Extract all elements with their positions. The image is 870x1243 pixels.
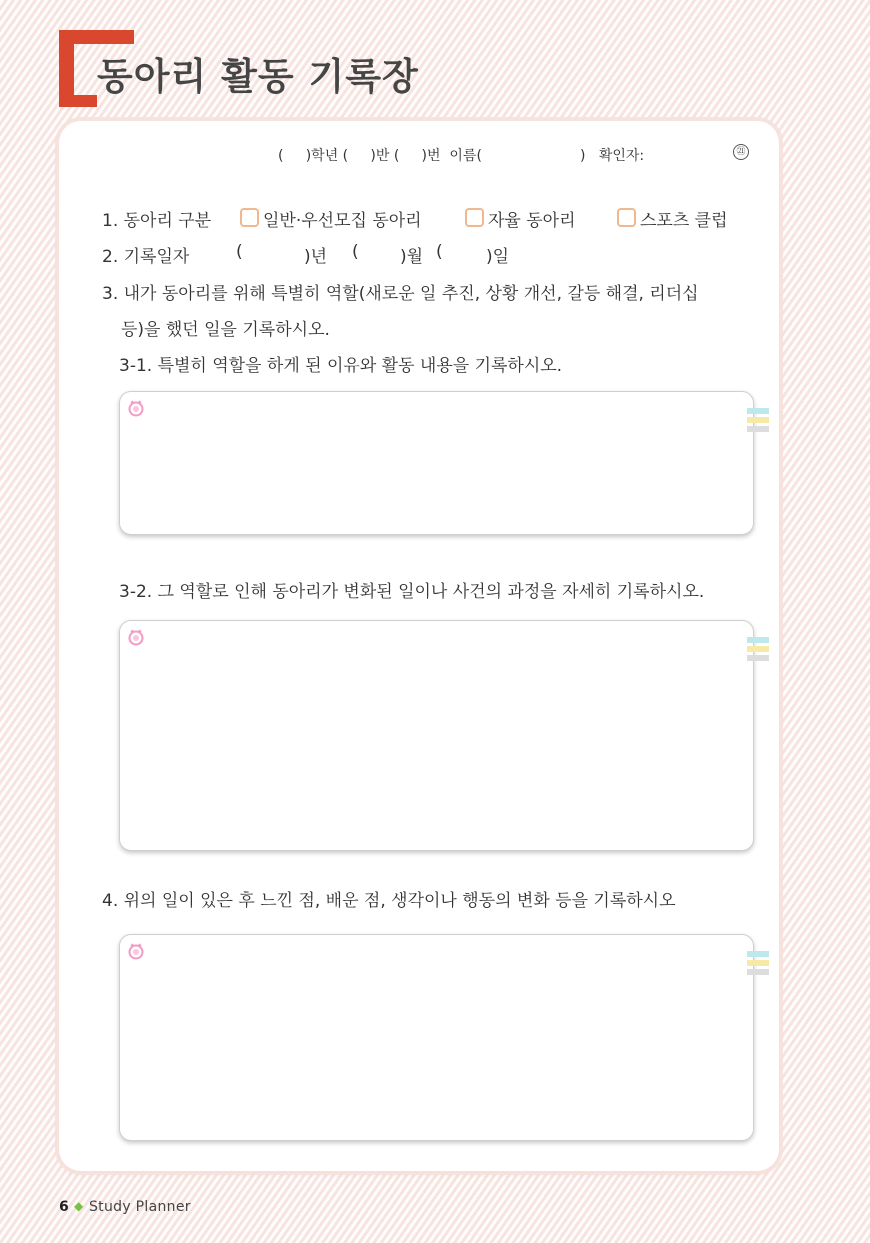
question-3-line-2: 등)을 했던 일을 기록하시오. xyxy=(121,320,330,340)
checkbox-sports-club[interactable] xyxy=(617,208,636,227)
record-date-label: 2. 기록일자 xyxy=(102,247,190,267)
tape-icon xyxy=(747,637,769,665)
answer-box-3-1[interactable] xyxy=(119,391,754,535)
page-title: 동아리 활동 기록장 xyxy=(97,55,419,98)
answer-box-4[interactable] xyxy=(119,934,754,1141)
seal-mark: ㉑ xyxy=(733,144,749,160)
question-3-line-1: 3. 내가 동아리를 위해 특별히 역할(새로운 일 추진, 상황 개선, 갈등 해결, 리더십 xyxy=(102,284,699,304)
day-label: )일 xyxy=(486,247,510,267)
diamond-icon: ◆ xyxy=(74,1199,84,1213)
year-label: )년 xyxy=(304,247,328,267)
question-3-2: 3-2. 그 역할로 인해 동아리가 변화된 일이나 사건의 과정을 자세히 기록하시오. xyxy=(119,582,705,602)
tape-icon xyxy=(747,951,769,979)
question-4: 4. 위의 일이 있은 후 느낀 점, 배운 점, 생각이나 행동의 변화 등을 기록하시오 xyxy=(102,891,676,911)
answer-box-3-2[interactable] xyxy=(119,620,754,851)
tape-icon xyxy=(747,408,769,436)
question-3-1: 3-1. 특별히 역할을 하게 된 이유와 활동 내용을 기록하시오. xyxy=(119,356,563,376)
clock-pin-icon xyxy=(127,942,145,960)
option-general-club: 일반·우선모집 동아리 xyxy=(263,211,422,231)
month-label: )월 xyxy=(400,247,424,267)
option-sports-club: 스포츠 클럽 xyxy=(640,211,728,231)
option-autonomous-club: 자율 동아리 xyxy=(488,211,576,231)
club-type-label: 1. 동아리 구분 xyxy=(102,211,212,231)
clock-pin-icon xyxy=(127,399,145,417)
year-paren: ( xyxy=(236,242,243,262)
page-number: 6 xyxy=(59,1199,69,1215)
day-paren: ( xyxy=(436,242,443,262)
clock-pin-icon xyxy=(127,628,145,646)
checkbox-general-club[interactable] xyxy=(240,208,259,227)
footer-label: Study Planner xyxy=(89,1199,191,1215)
student-info-line: ( )학년 ( )반 ( )번 이름( xyxy=(278,148,482,164)
verifier-label: ) 확인자: xyxy=(580,148,645,164)
month-paren: ( xyxy=(352,242,359,262)
checkbox-autonomous-club[interactable] xyxy=(465,208,484,227)
